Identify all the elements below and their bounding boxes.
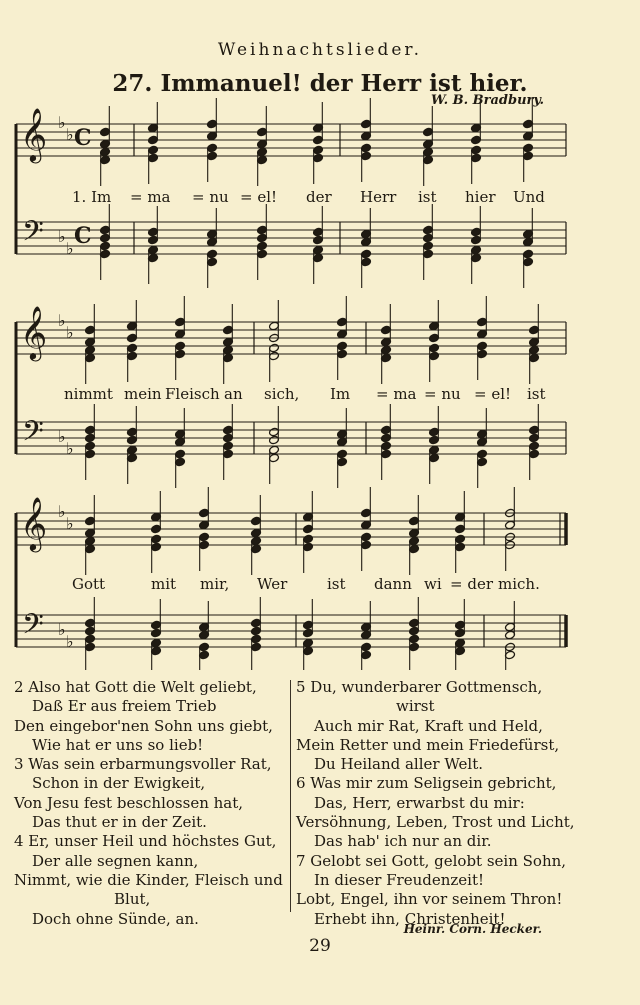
bass-clef-icon: 𝄢 — [22, 415, 44, 455]
verse-line: 5 Du, wunderbarer Gottmensch, — [296, 678, 543, 696]
lyrics-system-3 — [0, 575, 640, 599]
lyric-syllable: Wer — [257, 575, 288, 593]
verse-line: Mein Retter und mein Friedefürst, — [296, 735, 560, 754]
verse-line: Das, Herr, erwarbst du mir: — [314, 793, 525, 812]
lyric-syllable: sich, — [264, 385, 300, 403]
section-header: Weihnachtslieder. — [217, 40, 423, 60]
verse-line: Du Heiland aller Welt. — [314, 755, 483, 774]
column-divider — [290, 680, 291, 912]
lyric-syllable: mich. — [498, 575, 540, 593]
hymn-title: 27. Immanuel! der Herr ist hier. — [112, 70, 528, 97]
lyric-syllable: = ma — [376, 385, 417, 403]
treble-clef-icon: 𝄞 — [20, 496, 48, 550]
lyric-syllable: wi — [424, 575, 442, 593]
verse-line: Schon in der Ewigkeit, — [32, 774, 206, 793]
lyric-syllable: Und — [513, 188, 545, 206]
lyric-syllable: mir, — [200, 575, 230, 593]
lyric-syllable: ist — [418, 188, 437, 206]
lyric-syllable: 1. Im — [72, 188, 112, 206]
lyrics-system-2 — [0, 385, 640, 409]
lyric-syllable: = el! — [240, 188, 278, 206]
bass-clef-icon: 𝄢 — [22, 215, 44, 255]
verses-left-column — [14, 678, 289, 929]
verse-line: 3 Was sein erbarmungsvoller Rat, — [14, 755, 272, 774]
verse-line: 4 Er, unser Heil und höchstes Gut, — [14, 832, 277, 851]
lyric-syllable: = der — [450, 575, 493, 593]
lyric-syllable: mit — [151, 575, 177, 593]
verse-line: Das hab' ich nur an dir. — [314, 832, 492, 851]
verse-line: Auch mir Rat, Kraft und Held, — [314, 716, 543, 735]
flat-sign-icon: ♭ — [66, 323, 74, 342]
lyric-syllable: hier — [465, 188, 496, 206]
flat-sign-icon: ♭ — [58, 427, 66, 446]
lyric-syllable: ist — [327, 575, 346, 593]
verse-line: Doch ohne Sünde, an. — [32, 909, 199, 928]
verse-line: 2 Also hat Gott die Welt geliebt, — [14, 678, 257, 696]
lyric-syllable: = ma — [130, 188, 171, 206]
verse-line: Der alle segnen kann, — [32, 851, 199, 870]
composer-credit: W. B. Bradbury. — [431, 93, 544, 108]
verse-line: Von Jesu fest beschlossen hat, — [14, 793, 244, 812]
flat-sign-icon: ♭ — [66, 439, 74, 458]
verse-line: In dieser Freudenzeit! — [314, 870, 485, 889]
lyric-syllable: Gott — [72, 575, 106, 593]
verse-line: Nimmt, wie die Kinder, Fleisch und — [14, 870, 283, 889]
flat-sign-icon: ♭ — [66, 514, 74, 533]
page-number: 29 — [309, 936, 331, 956]
flat-sign-icon: ♭ — [58, 620, 66, 639]
flat-sign-icon: ♭ — [58, 113, 66, 132]
verse-line: 7 Gelobt sei Gott, gelobt sein Sohn, — [296, 851, 567, 870]
verse-line: Erhebt ihn, Christenheit! — [314, 909, 506, 928]
common-time-icon: C — [74, 223, 92, 249]
lyrics-system-1 — [0, 188, 640, 212]
verse-line: Daß Er aus freiem Trieb — [32, 697, 217, 716]
lyric-syllable: = el! — [474, 385, 512, 403]
flat-sign-icon: ♭ — [58, 227, 66, 246]
lyric-syllable: der — [306, 188, 332, 206]
verse-line: wirst — [396, 697, 435, 716]
lyric-syllable: ist — [527, 385, 546, 403]
lyric-syllable: Fleisch — [165, 385, 220, 403]
text-author-credit: Heinr. Corn. Hecker. — [403, 922, 542, 936]
flat-sign-icon: ♭ — [66, 632, 74, 651]
common-time-icon: C — [74, 125, 92, 151]
lyric-syllable: = nu — [192, 188, 229, 206]
lyric-syllable: an — [224, 385, 243, 403]
treble-clef-icon: 𝄞 — [20, 305, 48, 359]
flat-sign-icon: ♭ — [66, 125, 74, 144]
verse-line: Lobt, Engel, ihn vor seinem Thron! — [296, 890, 563, 909]
flat-sign-icon: ♭ — [58, 311, 66, 330]
lyric-syllable: nimmt — [64, 385, 113, 403]
treble-clef-icon: 𝄞 — [20, 107, 48, 161]
flat-sign-icon: ♭ — [66, 239, 74, 258]
lyric-syllable: Herr — [360, 188, 397, 206]
verse-line: Das thut er in der Zeit. — [32, 813, 207, 832]
verse-line: Versöhnung, Leben, Trost und Licht, — [296, 813, 575, 832]
flat-sign-icon: ♭ — [58, 502, 66, 521]
verses-right-column — [296, 678, 586, 929]
bass-clef-icon: 𝄢 — [22, 608, 44, 648]
verse-line: 6 Was mir zum Seligsein gebricht, — [296, 774, 557, 793]
lyric-syllable: = nu — [424, 385, 461, 403]
lyric-syllable: mein — [124, 385, 162, 403]
verse-line: Den eingebor'nen Sohn uns giebt, — [14, 716, 273, 735]
lyric-syllable: Im — [330, 385, 351, 403]
verse-line: Wie hat er uns so lieb! — [32, 735, 204, 754]
lyric-syllable: dann — [374, 575, 412, 593]
verse-line: Blut, — [114, 890, 151, 909]
